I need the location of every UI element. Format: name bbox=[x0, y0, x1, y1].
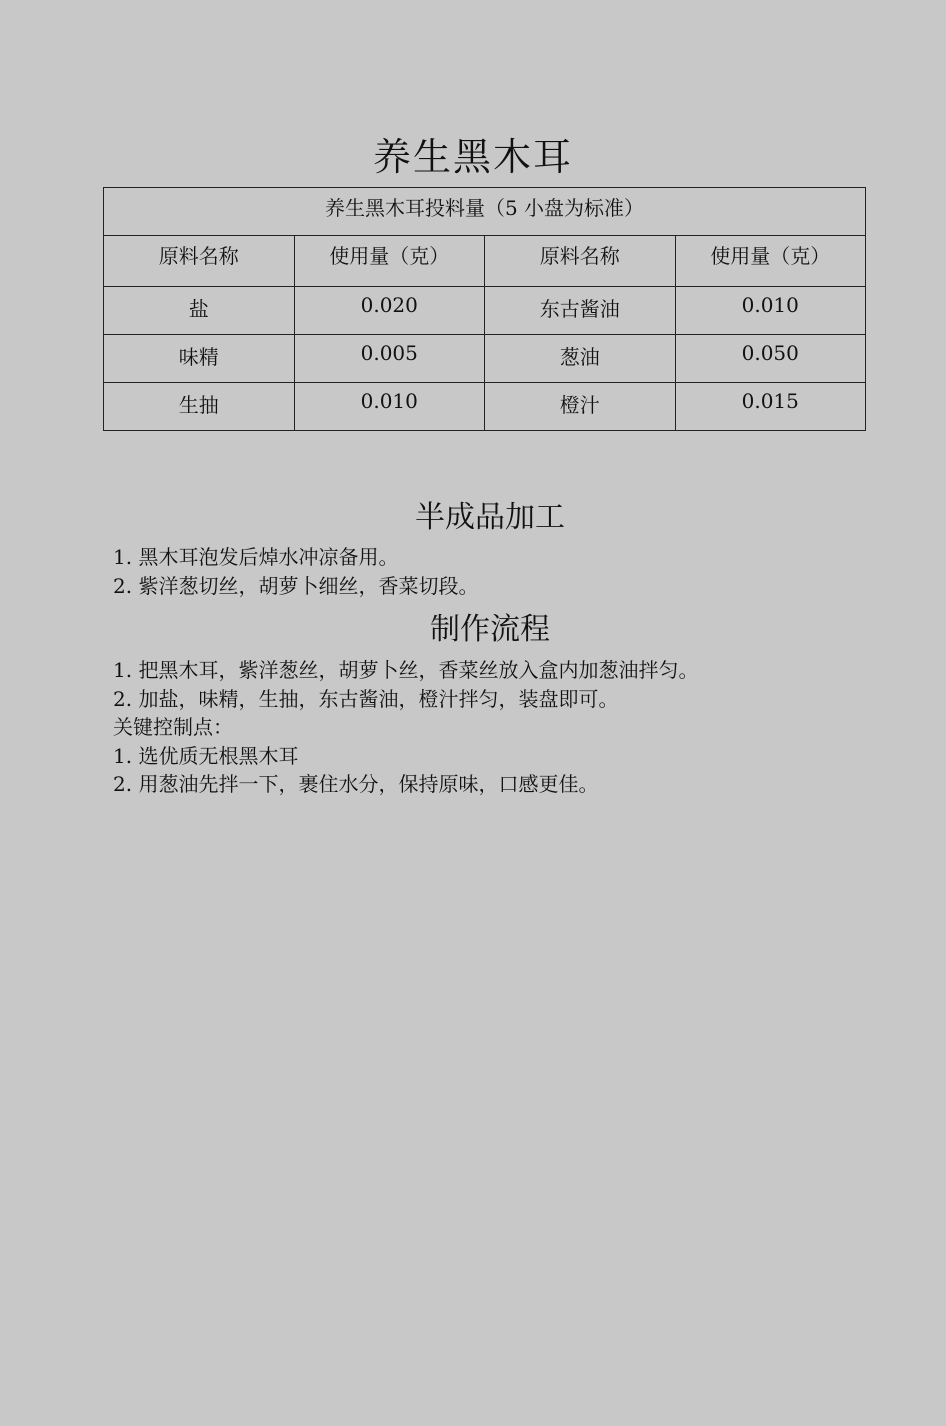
ingredient-name: 东古酱油 bbox=[485, 287, 676, 335]
ingredient-name: 盐 bbox=[104, 287, 295, 335]
process-step: 1. 把黑木耳，紫洋葱丝，胡萝卜丝，香菜丝放入盒内加葱油拌匀。 bbox=[113, 658, 699, 682]
table-caption: 养生黑木耳投料量（5 小盘为标准） bbox=[104, 188, 866, 236]
prep-step: 1. 黑木耳泡发后焯水冲凉备用。 bbox=[113, 545, 399, 569]
table-caption-row bbox=[104, 188, 866, 236]
process-steps bbox=[113, 656, 698, 799]
table-row bbox=[104, 287, 866, 335]
header-ingredient-name: 原料名称 bbox=[104, 236, 295, 287]
ingredient-amount: 0.010 bbox=[675, 287, 866, 335]
ingredient-amount: 0.020 bbox=[294, 287, 485, 335]
prep-heading: 半成品加工 bbox=[415, 500, 565, 535]
ingredient-name: 葱油 bbox=[485, 335, 676, 383]
ingredient-name: 生抽 bbox=[104, 383, 295, 431]
header-ingredient-name: 原料名称 bbox=[485, 236, 676, 287]
prep-steps bbox=[113, 543, 478, 600]
table-row bbox=[104, 335, 866, 383]
table-row bbox=[104, 383, 866, 431]
ingredient-name: 橙汁 bbox=[485, 383, 676, 431]
table-header-row bbox=[104, 236, 866, 287]
process-heading: 制作流程 bbox=[430, 612, 550, 647]
ingredients-table bbox=[103, 187, 866, 431]
ingredient-amount: 0.050 bbox=[675, 335, 866, 383]
header-amount: 使用量（克） bbox=[294, 236, 485, 287]
header-amount: 使用量（克） bbox=[675, 236, 866, 287]
key-points-label: 关键控制点： bbox=[113, 715, 233, 739]
ingredient-name: 味精 bbox=[104, 335, 295, 383]
ingredient-amount: 0.015 bbox=[675, 383, 866, 431]
key-point: 2. 用葱油先拌一下，裹住水分，保持原味，口感更佳。 bbox=[113, 772, 599, 796]
ingredient-amount: 0.010 bbox=[294, 383, 485, 431]
process-step: 2. 加盐，味精，生抽，东古酱油，橙汁拌匀，装盘即可。 bbox=[113, 686, 619, 711]
prep-step: 2. 紫洋葱切丝，胡萝卜细丝，香菜切段。 bbox=[113, 573, 479, 598]
ingredient-amount: 0.005 bbox=[294, 335, 485, 383]
page-title: 养生黑木耳 bbox=[372, 135, 573, 179]
key-point: 1. 选优质无根黑木耳 bbox=[113, 743, 299, 768]
